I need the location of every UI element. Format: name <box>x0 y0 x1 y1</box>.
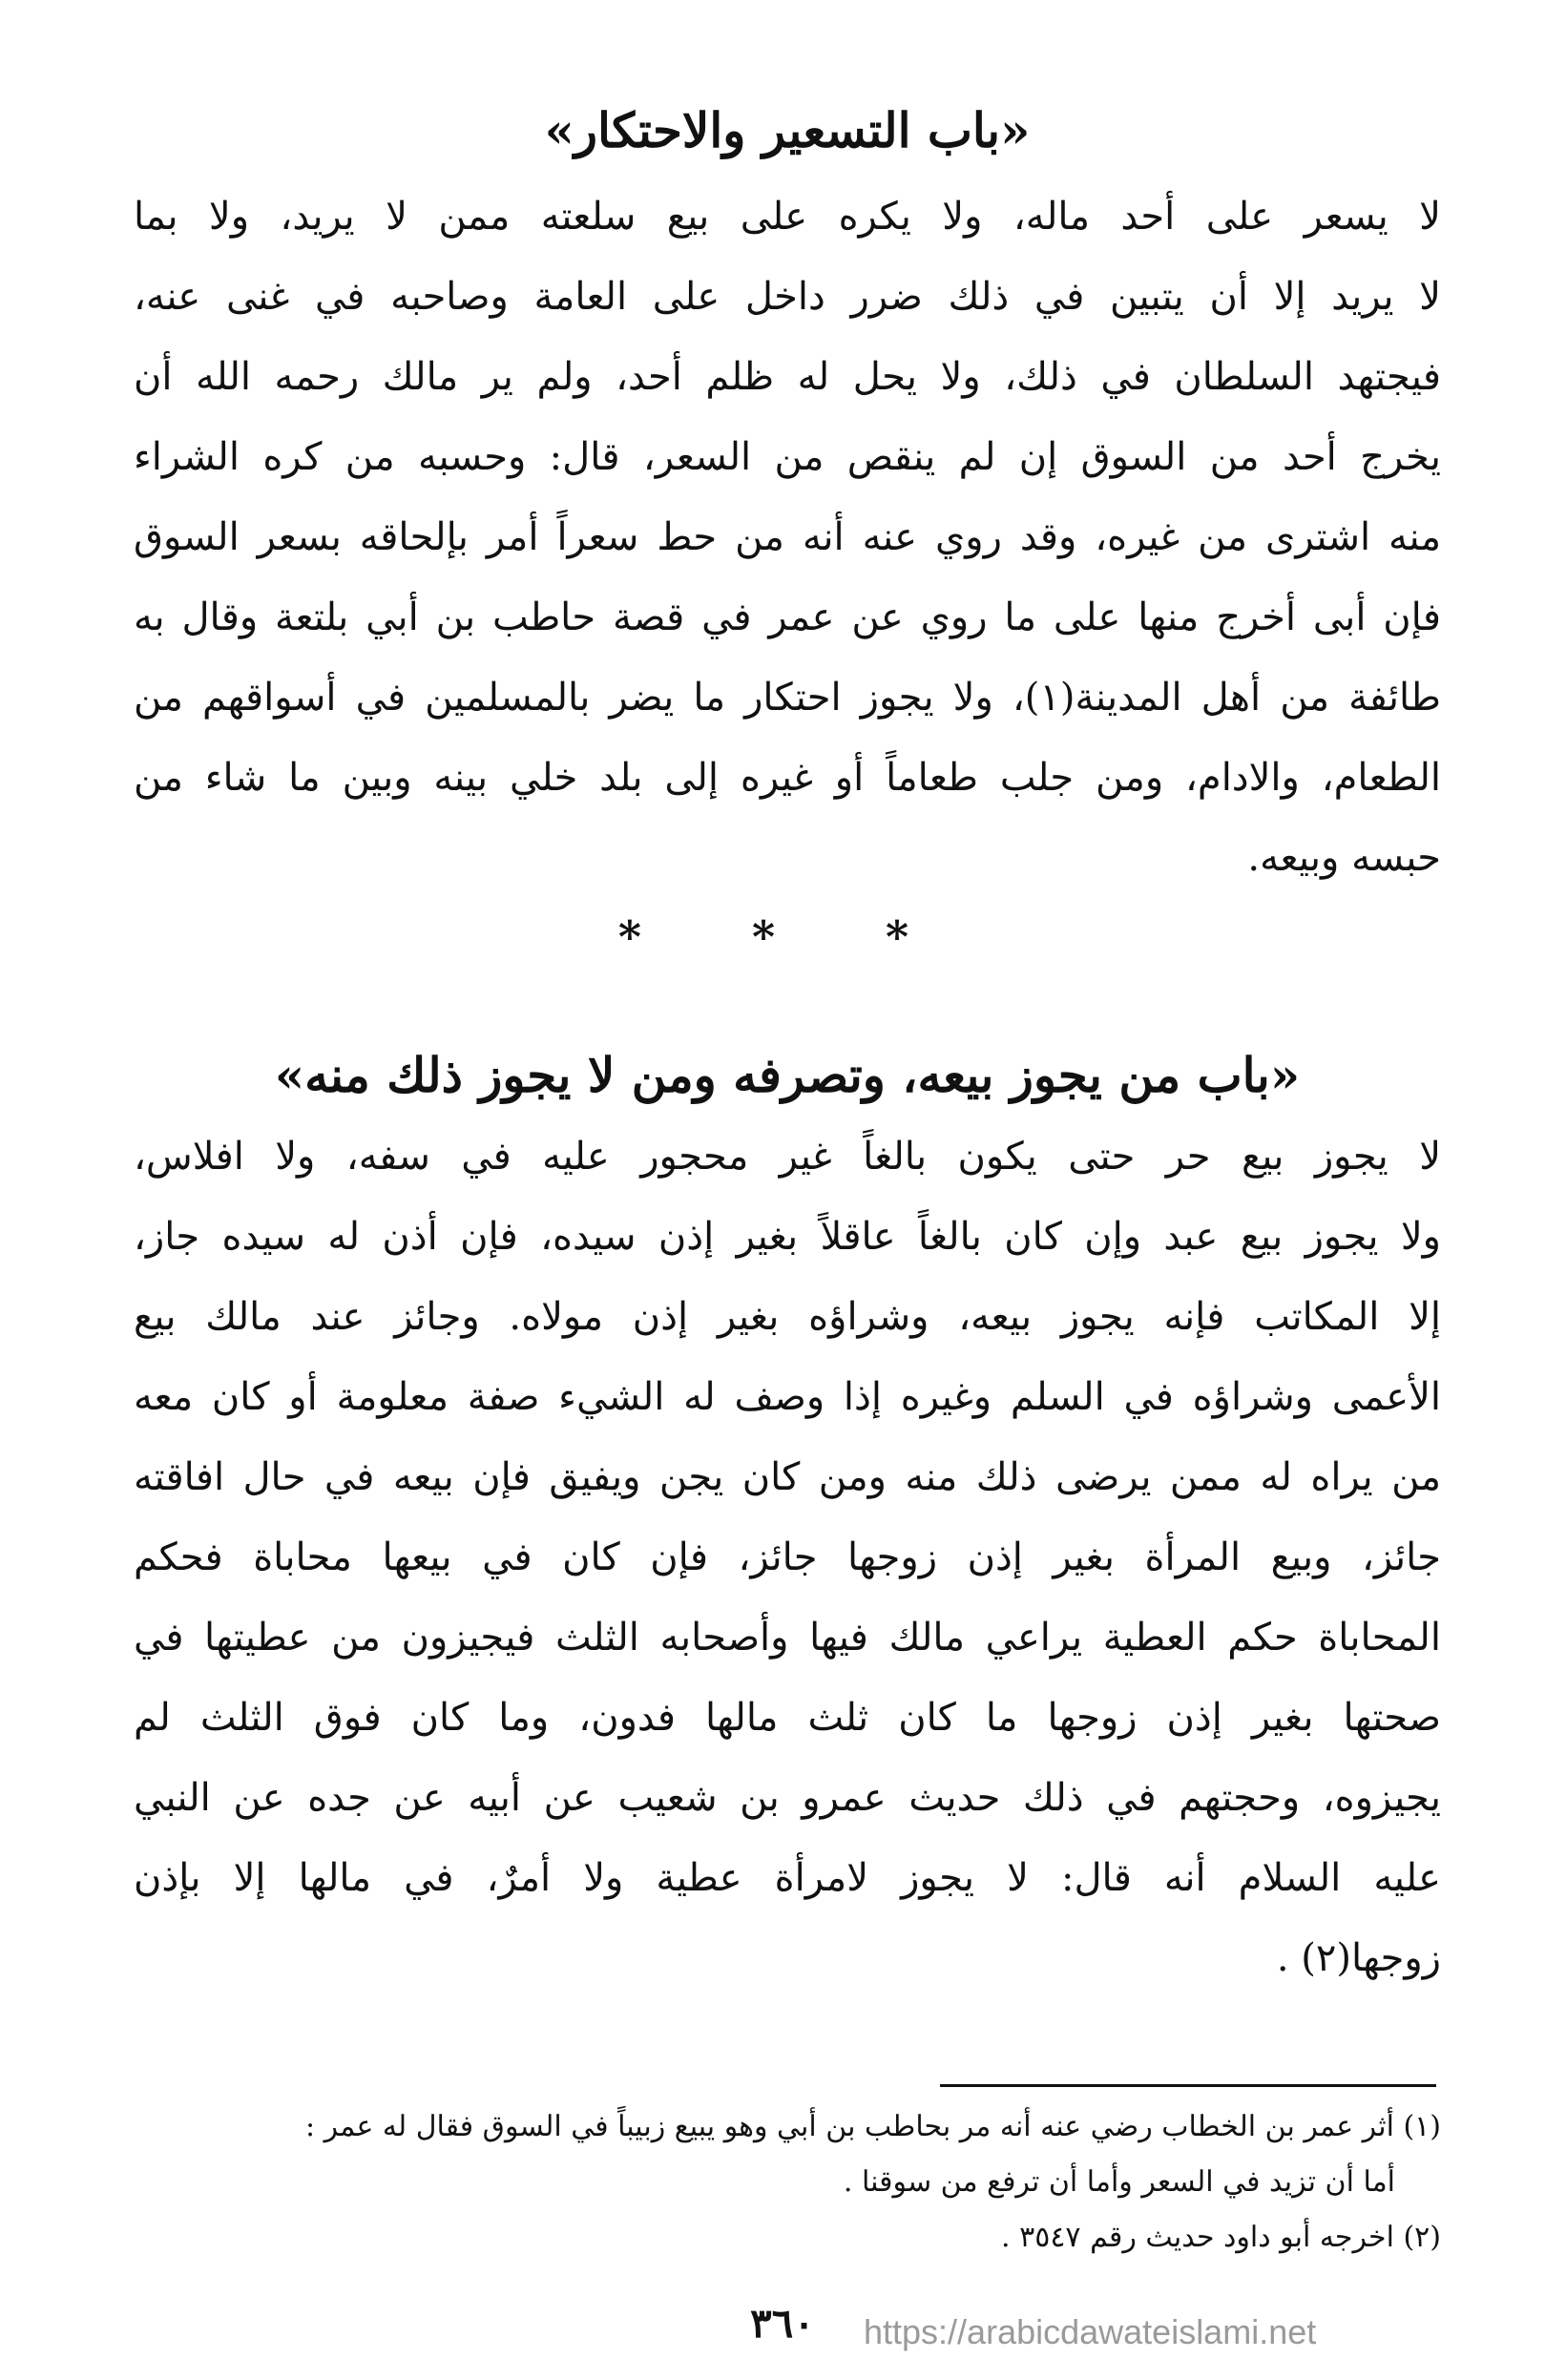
text-line: لا يسعر على أحد ماله، ولا يكره على بيع سلعته ممن لا يريد، ولا بما <box>134 195 1441 239</box>
text-line: فيجتهد السلطان في ذلك، ولا يحل له ظلم أحد، ولم ير مالك رحمه الله أن <box>134 355 1441 399</box>
footnotes <box>134 2099 1441 2265</box>
section-body-pricing-hoarding <box>134 177 1441 898</box>
section-title-sale-eligibility: «باب من يجوز بيعه، وتصرفه ومن لا يجوز ذلك منه» <box>274 1047 1301 1103</box>
text-line: جائز، وبيع المرأة بغير إذن زوجها جائز، فإن كان في بيعها محاباة فحكم <box>134 1535 1441 1579</box>
section-body-sale-eligibility <box>134 1117 1441 1998</box>
text-line: ولا يجوز بيع عبد وإن كان بالغاً عاقلاً بغير إذن سيده، فإن أذن له سيده جاز، <box>134 1215 1441 1259</box>
page-number: ٣٦٠ <box>750 2300 815 2347</box>
text-line: يجيزوه، وحجتهم في ذلك حديث عمرو بن شعيب عن أبيه عن جده عن النبي <box>134 1776 1441 1820</box>
text-line: طائفة من أهل المدينة(١)، ولا يجوز احتكار ما يضر بالمسلمين في أسواقهم من <box>134 676 1441 720</box>
text-line: فإن أبى أخرج منها على ما روي عن عمر في قصة حاطب بن أبي بلتعة وقال به <box>134 595 1441 639</box>
footnote-2: (٢) اخرجه أبو داود حديث رقم ٣٥٤٧ . <box>1001 2221 1441 2254</box>
text-line: منه اشترى من غيره، وقد روي عنه أنه من حط سعراً أمر بإلحاقه بسعر السوق <box>134 515 1441 559</box>
text-line: إلا المكاتب فإنه يجوز بيعه، وشراؤه بغير إذن مولاه. وجائز عند مالك بيع <box>134 1295 1441 1339</box>
text-line: الأعمى وشراؤه في السلم وغيره إذا وصف له الشيء صفة معلومة أو كان معه <box>134 1375 1441 1419</box>
text-line: يخرج أحد من السوق إن لم ينقص من السعر، قال: وحسبه من كره الشراء <box>134 435 1441 479</box>
text-line: لا يجوز بيع حر حتى يكون بالغاً غير محجور عليه في سفه، ولا افلاس، <box>134 1135 1441 1179</box>
text-line: من يراه له ممن يرضى ذلك منه ومن كان يجن ويفيق فإن بيعه في حال افاقته <box>134 1455 1441 1499</box>
text-line: المحاباة حكم العطية يراعي مالك فيها وأصحابه الثلث فيجيزون من عطيتها في <box>134 1616 1441 1660</box>
text-line: حبسه وبيعه. <box>1247 836 1441 880</box>
text-line: عليه السلام أنه قال: لا يجوز لامرأة عطية ولا أمرٌ، في مالها إلا بإذن <box>134 1856 1441 1900</box>
footnote-divider <box>940 2084 1436 2087</box>
footnote-1-continuation: أما أن تزيد في السعر وأما أن ترفع من سوقنا . <box>843 2165 1395 2199</box>
text-line: لا يريد إلا أن يتبين في ذلك ضرر داخل على العامة وصاحبه في غنى عنه، <box>134 275 1441 319</box>
watermark-url: https://arabicdawateislami.net <box>864 2312 1317 2351</box>
section-title-pricing-hoarding: «باب التسعير والاحتكار» <box>544 102 1031 158</box>
text-line: صحتها بغير إذن زوجها ما كان ثلث مالها فدون، وما كان فوق الثلث لم <box>134 1696 1441 1740</box>
text-line: الطعام، والادام، ومن جلب طعاماً أو غيره إلى بلد خلي بينه وبين ما شاء من <box>134 756 1441 800</box>
text-line: زوجها(٢) . <box>1276 1936 1441 1980</box>
footnote-1: (١) أثر عمر بن الخطاب رضي عنه أنه مر بحاطب بن أبي وهو يبيع زبيباً في السوق فقال له عمر : <box>304 2110 1441 2143</box>
section-separator: * * * <box>617 911 957 963</box>
